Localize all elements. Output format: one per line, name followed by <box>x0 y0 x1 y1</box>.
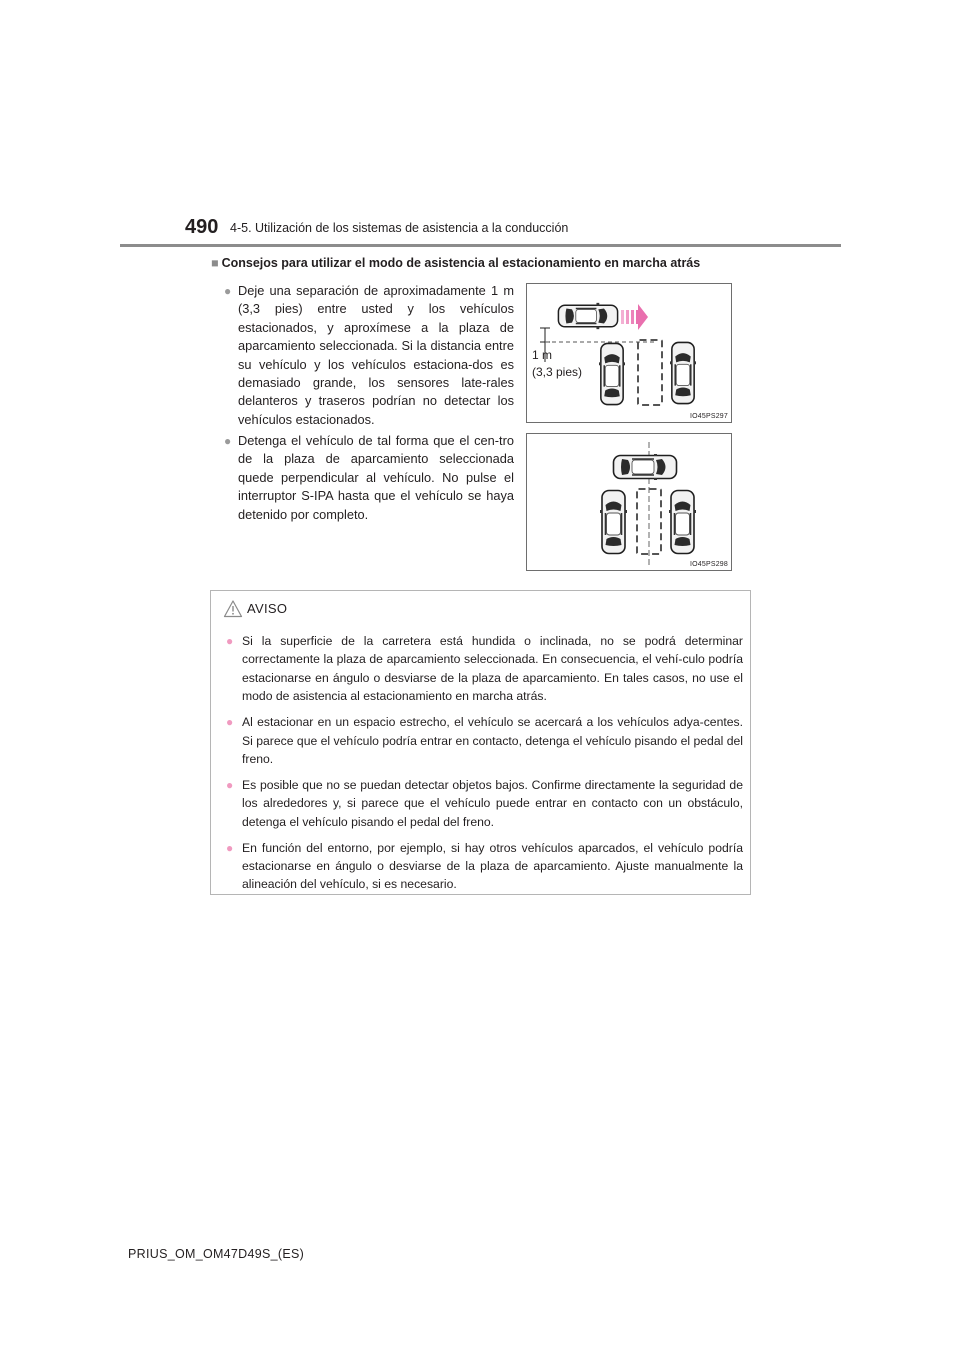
figure-parking-approach <box>526 283 732 423</box>
warning-item-text: Es posible que no se puedan detectar objetos bajos. Confirme directamente la seguridad de los alrededores y, si parece que el vehículo puede entrar en contacto con un obstáculo, detenga el vehículo pisando el pedal del freno. <box>242 777 743 829</box>
document-id: PRIUS_OM_OM47D49S_(ES) <box>128 1247 305 1261</box>
tip-text: Deje una separación de aproximadamente 1 m (3,3 pies) entre usted y los vehículos estacionados, y aproxímese a la plaza de aparcamiento seleccionada. Si la distancia entre su vehículo y los vehículos estaciona-dos es demasiado grande, los sensores late-rales delanteros y traseros podrían no detectar los vehículos estacionados. <box>238 283 514 427</box>
warning-list <box>226 632 743 901</box>
bullet-icon: ● <box>226 840 234 855</box>
distance-value-imperial: (3,3 pies) <box>532 365 583 379</box>
warning-item <box>226 713 743 768</box>
bullet-icon: ● <box>224 434 232 448</box>
figure-parking-stop <box>526 433 732 571</box>
bullet-icon: ● <box>224 284 232 298</box>
tip-item <box>224 432 514 524</box>
tip-item <box>224 282 514 429</box>
bullet-icon: ● <box>226 777 234 792</box>
direction-arrow-icon <box>621 304 648 330</box>
figure-code: IO45PS298 <box>690 561 728 568</box>
figure-code: IO45PS297 <box>690 413 728 420</box>
warning-box <box>210 590 751 895</box>
warning-item <box>226 776 743 831</box>
distance-label <box>532 347 582 381</box>
bullet-icon: ● <box>226 634 234 648</box>
chapter-title: 4-5. Utilización de los sistemas de asistencia a la conducción <box>230 221 569 235</box>
warning-item-text: En función del entorno, por ejemplo, si hay otros vehículos aparcados, el vehículo podría estacionarse en ángulo o desviarse de la plaza de aparcamiento. Ajuste manualmente la alineación del vehículo, si es necesario. <box>242 840 743 892</box>
warning-item-text: Si la superficie de la carretera está hundida o inclinada, no se podrá determinar correctamente la plaza de aparcamiento seleccionada. En consecuencia, el vehí-culo podría estacionarse en ángulo o desviarse de la plaza de aparcamiento. En tales casos, no use el modo de asistencia al estacionamiento en marcha atrás. <box>242 634 743 704</box>
warning-item-text: Al estacionar en un espacio estrecho, el vehículo se acercará a los vehículos adya-centes. Si parece que el vehículo podría entrar en contacto, detenga el vehículo pisando el pedal del freno. <box>242 715 743 766</box>
parking-stop-illustration <box>527 434 731 570</box>
warning-triangle-icon <box>223 599 243 619</box>
section-title-text: Consejos para utilizar el modo de asistencia al estacionamiento en marcha atrás <box>221 256 701 270</box>
warning-title: AVISO <box>247 601 288 616</box>
bullet-icon: ● <box>226 715 234 730</box>
tip-text: Detenga el vehículo de tal forma que el cen-tro de la plaza de aparcamiento seleccionada quede perpendicular al vehículo. No pulse el interruptor S-IPA hasta que el vehículo se haya detenido por completo. <box>238 433 514 522</box>
warning-item <box>226 632 743 706</box>
distance-value: 1 m <box>532 348 553 362</box>
header-rule <box>120 244 841 247</box>
square-bullet-icon: ■ <box>211 256 219 270</box>
warning-item <box>226 839 743 894</box>
page-number: 490 <box>185 216 219 238</box>
section-title <box>211 256 700 270</box>
